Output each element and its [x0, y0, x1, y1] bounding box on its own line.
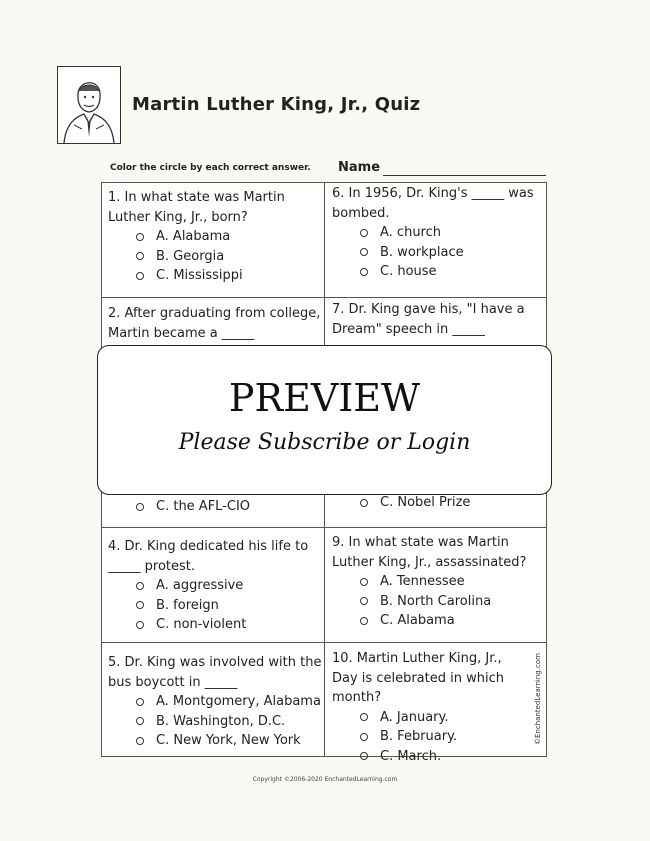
answer-circle-icon[interactable]: [360, 597, 368, 605]
answer-circle-icon[interactable]: [360, 248, 368, 256]
question-5: [108, 653, 323, 751]
answer-circle-icon[interactable]: [360, 713, 368, 721]
question-2: [108, 304, 323, 343]
answer-circle-icon[interactable]: [136, 601, 144, 609]
question-4: [108, 537, 320, 635]
side-credit: ©EnchantedLearning.com: [534, 653, 542, 745]
answer-circle-icon[interactable]: [360, 617, 368, 625]
answer-circle-icon[interactable]: [136, 621, 144, 629]
question-text: 6. In 1956, Dr. King's _____ was bombed.: [332, 186, 534, 221]
row-divider: [101, 642, 547, 643]
mlk-portrait-image: [57, 66, 121, 144]
question-text: 5. Dr. King was involved with the bus boycott in _____: [108, 655, 322, 690]
question-text: 2. After graduating from college, Martin became a _____: [108, 306, 321, 341]
row-divider: [101, 297, 547, 298]
option-a[interactable]: A. Montgomery, Alabama: [136, 692, 323, 712]
option-c[interactable]: C. New York, New York: [136, 731, 323, 751]
option-b[interactable]: B. North Carolina: [360, 592, 538, 612]
question-text: 1. In what state was Martin Luther King, Jr., born?: [108, 190, 285, 225]
answer-circle-icon[interactable]: [360, 499, 368, 507]
question-text: 4. Dr. King dedicated his life to _____ protest.: [108, 539, 309, 574]
answer-circle-icon[interactable]: [360, 578, 368, 586]
option-a[interactable]: A. Alabama: [136, 227, 320, 247]
option-c[interactable]: C. house: [360, 262, 538, 282]
option-c[interactable]: C. Alabama: [360, 611, 538, 631]
question-10: [332, 649, 528, 766]
question-2-option-c: [108, 497, 320, 517]
name-label: Name: [338, 160, 381, 175]
question-text: 9. In what state was Martin Luther King, Jr., assassinated?: [332, 535, 527, 570]
answer-circle-icon[interactable]: [136, 233, 144, 241]
answer-circle-icon[interactable]: [360, 733, 368, 741]
answer-circle-icon[interactable]: [136, 698, 144, 706]
option-c[interactable]: C. March.: [360, 747, 528, 767]
instructions: Color the circle by each correct answer.: [110, 163, 311, 173]
subscribe-login-prompt[interactable]: Please Subscribe or Login: [178, 430, 471, 455]
name-line: [383, 175, 546, 176]
option-c[interactable]: C. the AFL-CIO: [136, 497, 320, 517]
answer-circle-icon[interactable]: [136, 717, 144, 725]
option-b[interactable]: B. foreign: [136, 596, 320, 616]
answer-circle-icon[interactable]: [136, 737, 144, 745]
option-b[interactable]: B. Washington, D.C.: [136, 712, 323, 732]
option-b[interactable]: B. Georgia: [136, 247, 320, 267]
answer-circle-icon[interactable]: [360, 752, 368, 760]
question-text: 7. Dr. King gave his, "I have a Dream" speech in _____: [332, 302, 525, 337]
answer-circle-icon[interactable]: [136, 582, 144, 590]
option-a[interactable]: A. aggressive: [136, 576, 320, 596]
option-c[interactable]: C. Nobel Prize: [360, 493, 538, 513]
option-c[interactable]: C. non-violent: [136, 615, 320, 635]
question-6: [332, 184, 538, 282]
answer-circle-icon[interactable]: [136, 272, 144, 280]
quiz-title: Martin Luther King, Jr., Quiz: [132, 94, 421, 115]
option-a[interactable]: A. January.: [360, 708, 528, 728]
copyright: Copyright ©2006-2020 EnchantedLearning.com: [252, 776, 398, 783]
preview-overlay[interactable]: [97, 345, 552, 495]
option-c[interactable]: C. Mississippi: [136, 266, 320, 286]
option-b[interactable]: B. February.: [360, 727, 528, 747]
answer-circle-icon[interactable]: [360, 268, 368, 276]
option-a[interactable]: A. Tennessee: [360, 572, 538, 592]
answer-circle-icon[interactable]: [360, 229, 368, 237]
answer-circle-icon[interactable]: [136, 503, 144, 511]
answer-circle-icon[interactable]: [136, 252, 144, 260]
preview-heading: PREVIEW: [228, 376, 421, 420]
question-9: [332, 533, 538, 631]
row-divider: [101, 527, 547, 528]
question-text: 10. Martin Luther King, Jr., Day is celebrated in which month?: [332, 651, 504, 705]
option-b[interactable]: B. workplace: [360, 243, 538, 263]
question-1: [108, 188, 320, 286]
question-7-option-c: [332, 493, 538, 513]
question-7: [332, 300, 538, 339]
option-a[interactable]: A. church: [360, 223, 538, 243]
